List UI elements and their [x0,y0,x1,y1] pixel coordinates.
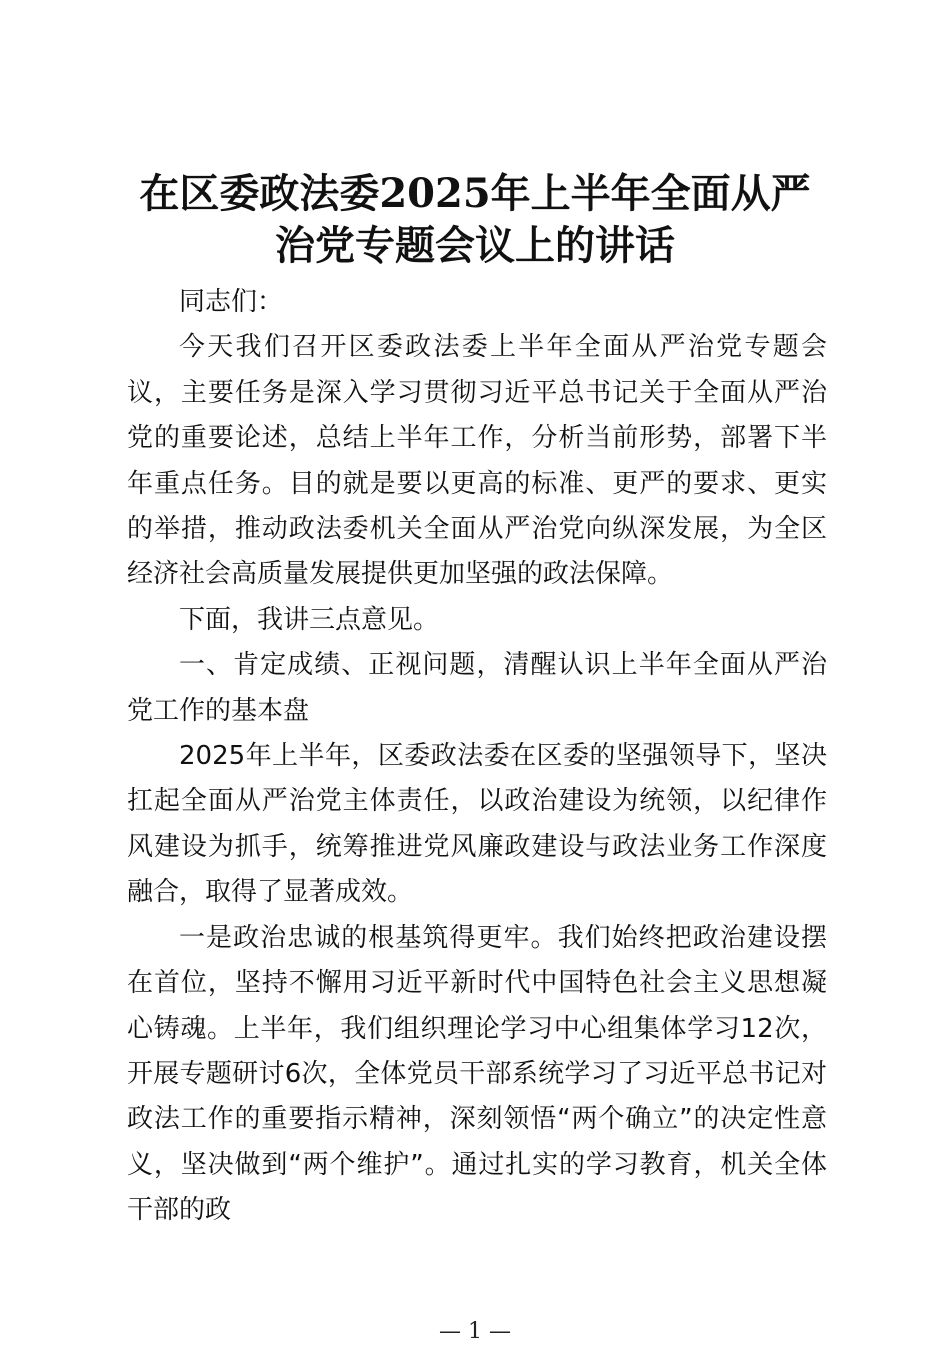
document-title [100,168,850,272]
paragraph-outline: 下面，我讲三点意见。 [179,604,440,635]
section-heading-1: 一、肯定成绩、正视问题，清醒认识上半年全面从严治党工作的基本盘 [127,650,827,726]
paragraph-summary: 2025年上半年，区委政法委在区委的坚强领导下，坚决扛起全面从严治党主体责任，以政治建设为统领，以纪律作风建设为抓手，统筹推进党风廉政建设与政法业务工作深度融合，取得了显著成效。 [127,741,827,908]
paragraph-point-1: 一是政治忠诚的根基筑得更牢。我们始终把政治建设摆在首位，坚持不懈用习近平新时代中国特色社会主义思想凝心铸魂。上半年，我们组织理论学习中心组集体学习12次，开展专题研讨6次，全体党员干部系统学习了习近平总书记对政法工作的重要指示精神，深刻领悟“两个确立”的决定性意义，坚决做到“两个维护”。通过扎实的学习教育，机关全体干部的政 [127,922,827,1226]
page-number: — 1 — [439,1319,511,1344]
title-line-2: 治党专题会议上的讲话 [275,222,675,269]
title-line-1: 在区委政法委2025年上半年全面从严 [139,170,811,217]
salutation: 同志们： [179,287,284,317]
paragraph-intro: 今天我们召开区委政法委上半年全面从严治党专题会议，主要任务是深入学习贯彻习近平总书记关于全面从严治党的重要论述，总结上半年工作，分析当前形势，部署下半年重点任务。目的就是要以更高的标准、更严的要求、更实的举措，推动政法委机关全面从严治党向纵深发展，为全区经济社会高质量发展提供更加坚强的政法保障。 [127,332,827,590]
document-body [127,280,827,1234]
